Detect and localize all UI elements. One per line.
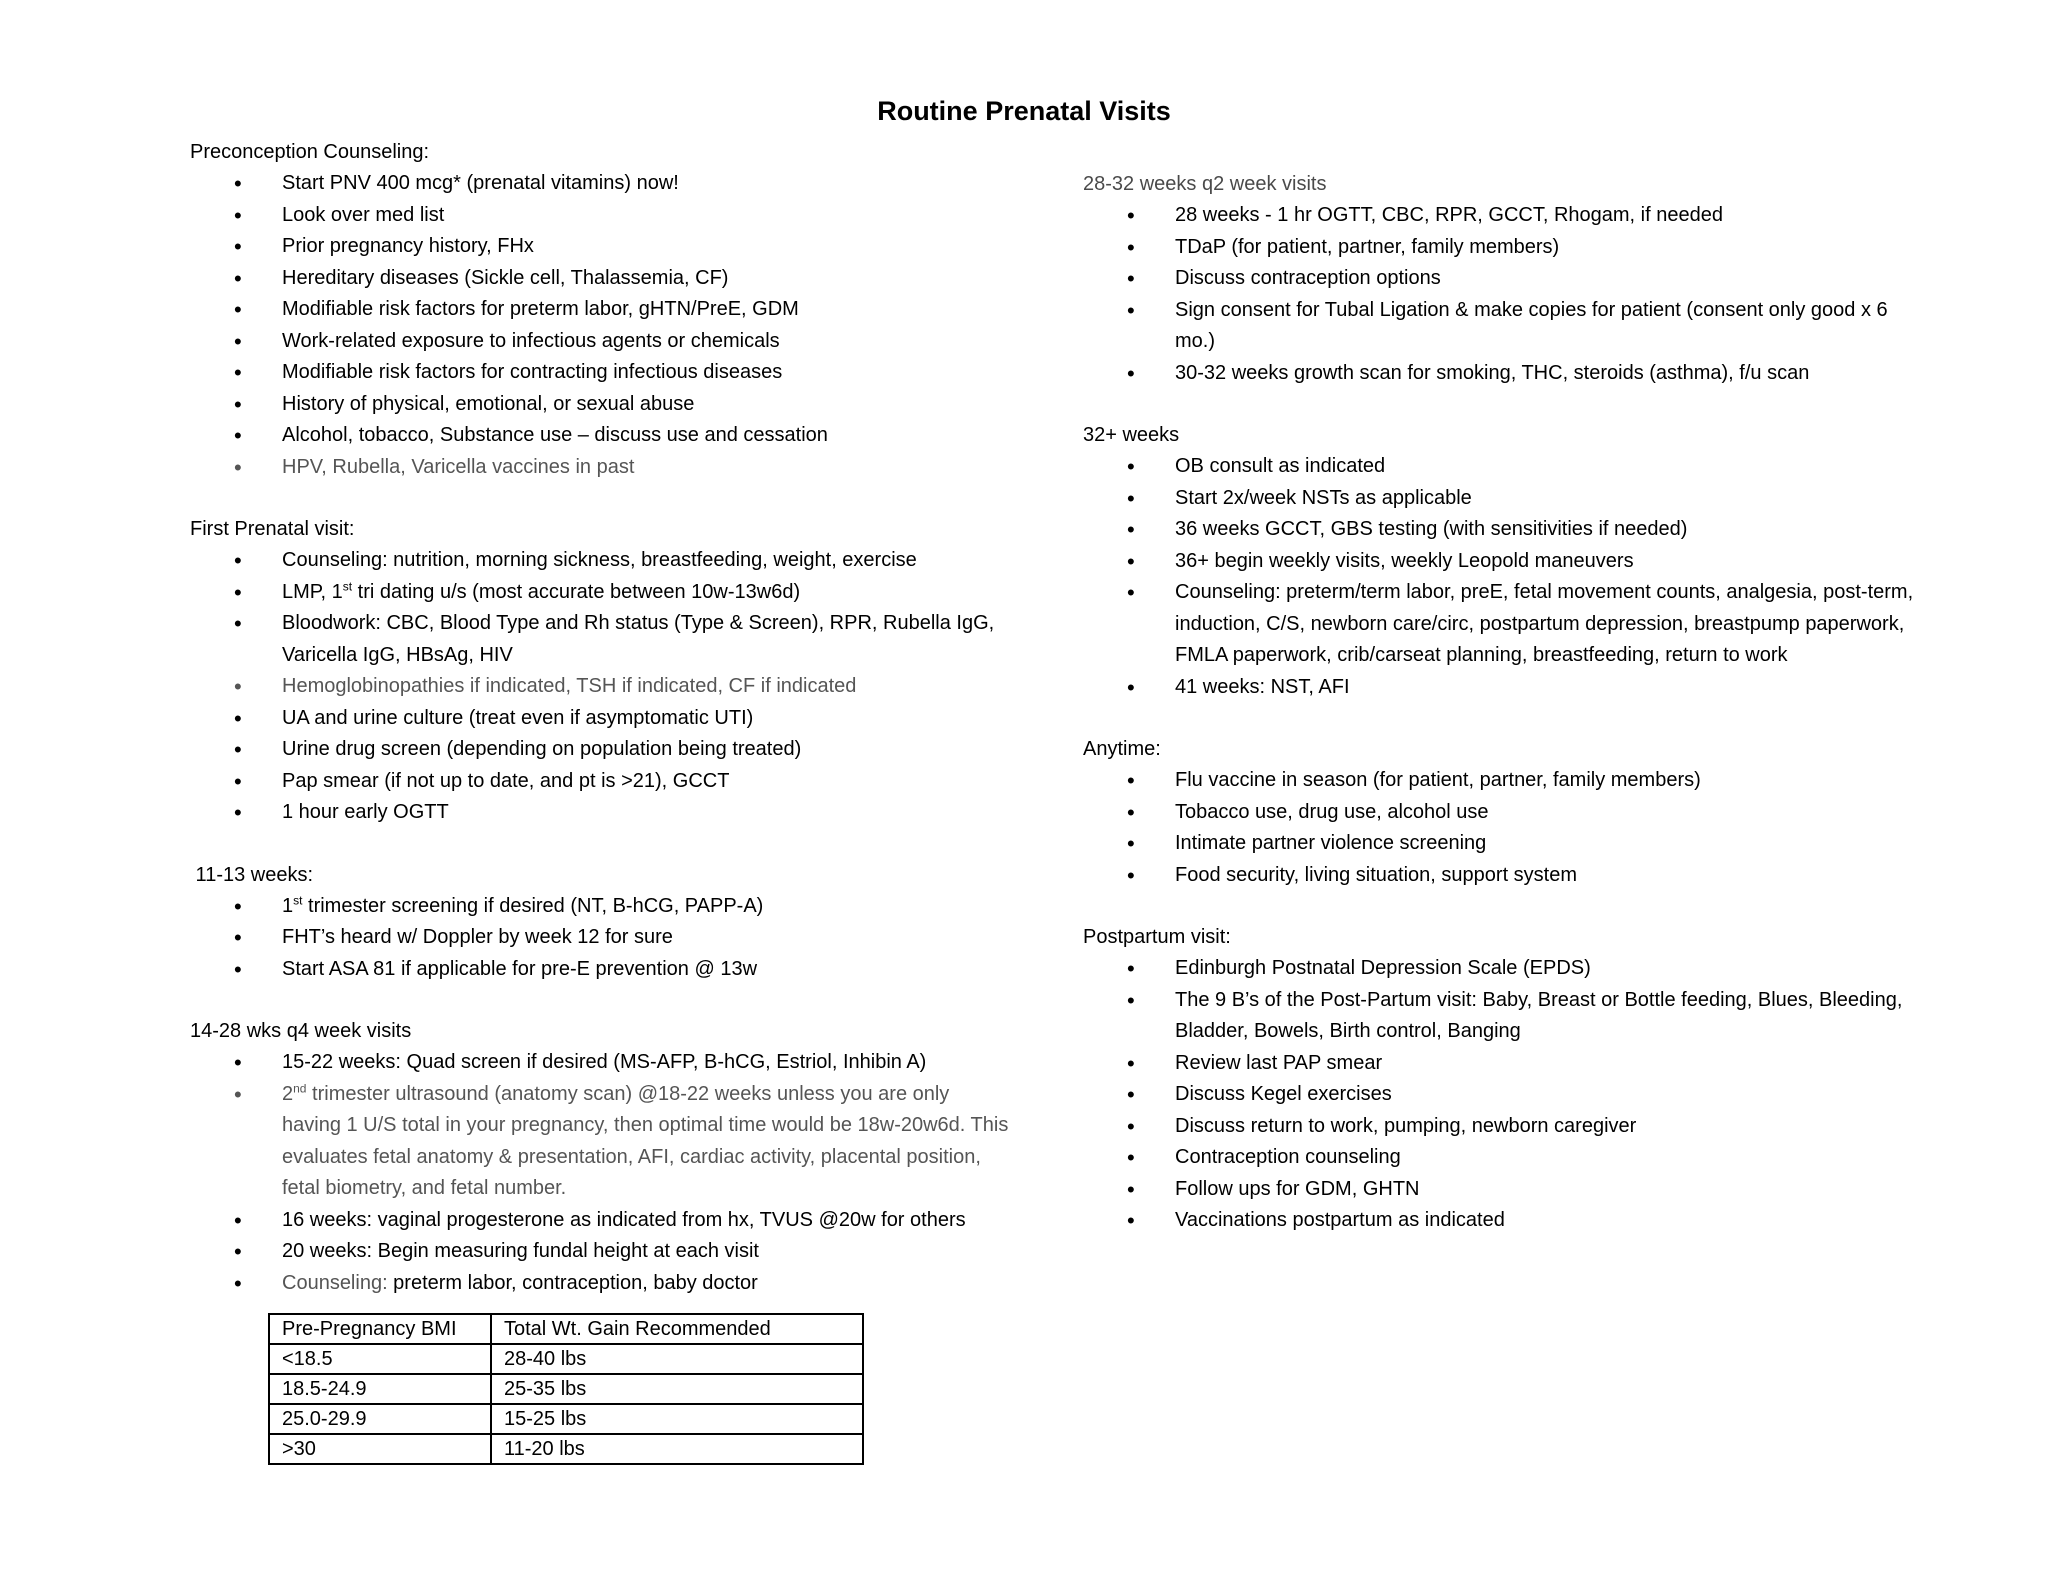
section-heading: Postpartum visit: xyxy=(1083,926,1231,948)
table-cell: 25-35 lbs xyxy=(491,1374,863,1404)
list-item: • Contraception counseling xyxy=(1083,1142,1923,1174)
list-item xyxy=(190,1079,1010,1205)
list-item: • 1 hour early OGTT xyxy=(190,797,1010,829)
list-item: • 36+ begin weekly visits, weekly Leopold maneuvers xyxy=(1083,546,1923,578)
item-text: LMP, 1 xyxy=(282,580,343,603)
list-item: • HPV, Rubella, Varicella vaccines in past xyxy=(190,452,1010,484)
list-item xyxy=(190,891,1010,923)
table-cell: <18.5 xyxy=(269,1344,491,1374)
list-item: • OB consult as indicated xyxy=(1083,451,1923,483)
list-item: • 28 weeks - 1 hr OGTT, CBC, RPR, GCCT, Rhogam, if needed xyxy=(1083,200,1923,232)
table-row xyxy=(269,1434,863,1464)
page-title: Routine Prenatal Visits xyxy=(877,96,1171,126)
list-item: • History of physical, emotional, or sexual abuse xyxy=(190,389,1010,421)
item-text: tri dating u/s (most accurate between 10w-13w6d) xyxy=(352,580,801,603)
superscript: nd xyxy=(293,1080,307,1095)
list-item: • Tobacco use, drug use, alcohol use xyxy=(1083,797,1923,829)
table-header-cell: Total Wt. Gain Recommended xyxy=(491,1314,863,1344)
list-item: • Counseling: preterm/term labor, preE, fetal movement counts, analgesia, post-term, induction, C/S, newborn care/circ, postpartum depression, breastpump paperwork, FMLA paperwork, crib/carseat planning, breastfeeding, return to work xyxy=(1083,577,1923,672)
list-item: • 30-32 weeks growth scan for smoking, THC, steroids (asthma), f/u scan xyxy=(1083,358,1923,390)
weeks-32-plus-list xyxy=(1083,451,1923,703)
section-heading: 11-13 weeks: xyxy=(190,863,314,886)
anytime-section xyxy=(1083,733,1923,891)
table-header-cell: Pre-Pregnancy BMI xyxy=(269,1314,491,1344)
table-cell: >30 xyxy=(269,1434,491,1464)
table-cell: 15-25 lbs xyxy=(491,1404,863,1434)
table-cell: 11-20 lbs xyxy=(491,1434,863,1464)
list-item: • Intimate partner violence screening xyxy=(1083,828,1923,860)
weeks-28-32-list xyxy=(1083,200,1923,389)
left-column xyxy=(190,136,1010,1495)
list-item: • Bloodwork: CBC, Blood Type and Rh status (Type & Screen), RPR, Rubella IgG, Varicella IgG, HBsAg, HIV xyxy=(190,608,1010,671)
first-visit-section xyxy=(190,513,1010,829)
list-item: • Modifiable risk factors for contracting infectious diseases xyxy=(190,357,1010,389)
postpartum-section xyxy=(1083,921,1923,1237)
table-header-row xyxy=(269,1314,863,1344)
table-row xyxy=(269,1404,863,1434)
list-item: • Hemoglobinopathies if indicated, TSH if indicated, CF if indicated xyxy=(190,671,1010,703)
list-item: • Sign consent for Tubal Ligation & make copies for patient (consent only good x 6 mo.) xyxy=(1083,295,1923,358)
list-item: • TDaP (for patient, partner, family members) xyxy=(1083,232,1923,264)
table-cell: 18.5-24.9 xyxy=(269,1374,491,1404)
item-text: preterm labor, contraception, baby doctor xyxy=(387,1271,758,1294)
item-text: 2 xyxy=(282,1082,294,1105)
list-item: • Food security, living situation, support system xyxy=(1083,860,1923,892)
right-column xyxy=(1083,168,1923,1267)
section-heading: First Prenatal visit: xyxy=(190,518,355,540)
list-item: • 16 weeks: vaginal progesterone as indicated from hx, TVUS @20w for others xyxy=(190,1205,1010,1237)
list-item: • Start 2x/week NSTs as applicable xyxy=(1083,483,1923,515)
superscript: st xyxy=(342,578,353,593)
list-item: • FHT’s heard w/ Doppler by week 12 for sure xyxy=(190,922,1010,954)
first-visit-list xyxy=(190,545,1010,829)
table-row xyxy=(269,1374,863,1404)
section-heading: Preconception Counseling: xyxy=(190,141,430,163)
table-row xyxy=(269,1344,863,1374)
list-item: • 20 weeks: Begin measuring fundal height at each visit xyxy=(190,1236,1010,1268)
preconception-list xyxy=(190,168,1010,483)
list-item xyxy=(190,1268,1010,1300)
list-item: • Alcohol, tobacco, Substance use – discuss use and cessation xyxy=(190,420,1010,452)
bmi-table xyxy=(268,1313,864,1465)
preconception-section xyxy=(190,136,1010,483)
list-item: • Flu vaccine in season (for patient, partner, family members) xyxy=(1083,765,1923,797)
list-item: • UA and urine culture (treat even if asymptomatic UTI) xyxy=(190,703,1010,735)
superscript: st xyxy=(293,892,303,907)
section-heading: 32+ weeks xyxy=(1083,424,1180,446)
list-item: • Look over med list xyxy=(190,200,1010,232)
list-item: • Start ASA 81 if applicable for pre-E prevention @ 13w xyxy=(190,954,1010,986)
list-item: • Review last PAP smear xyxy=(1083,1048,1923,1080)
section-heading: 14-28 wks q4 week visits xyxy=(190,1020,412,1042)
list-item: • Pap smear (if not up to date, and pt is >21), GCCT xyxy=(190,766,1010,798)
item-text: Counseling: xyxy=(282,1271,388,1294)
list-item: • Discuss Kegel exercises xyxy=(1083,1079,1923,1111)
list-item: • Prior pregnancy history, FHx xyxy=(190,231,1010,263)
list-item: • Discuss contraception options xyxy=(1083,263,1923,295)
list-item: • The 9 B’s of the Post-Partum visit: Baby, Breast or Bottle feeding, Blues, Bleeding, Bladder, Bowels, Birth control, Banging xyxy=(1083,985,1923,1048)
weeks-11-13-section xyxy=(190,859,1010,986)
list-item: • Work-related exposure to infectious agents or chemicals xyxy=(190,326,1010,358)
list-item: • Start PNV 400 mcg* (prenatal vitamins) now! xyxy=(190,168,1010,200)
weeks-28-32-section xyxy=(1083,168,1923,389)
section-heading: 28-32 weeks q2 week visits xyxy=(1083,173,1327,195)
list-item: • 36 weeks GCCT, GBS testing (with sensitivities if needed) xyxy=(1083,514,1923,546)
item-text: trimester ultrasound (anatomy scan) @18-22 weeks unless you are only having 1 U/S total in your pregnancy, then optimal time would be 18w-20w6d. This evaluates fetal anatomy & presentation, AFI, cardiac activity, placental position, fetal biometry, and fetal number. xyxy=(282,1082,1009,1199)
weeks-32-plus-section xyxy=(1083,419,1923,703)
item-text: 1 xyxy=(282,894,294,917)
anytime-list xyxy=(1083,765,1923,891)
list-item: • Hereditary diseases (Sickle cell, Thalassemia, CF) xyxy=(190,263,1010,295)
list-item: • Edinburgh Postnatal Depression Scale (EPDS) xyxy=(1083,953,1923,985)
postpartum-list xyxy=(1083,953,1923,1237)
list-item: • 41 weeks: NST, AFI xyxy=(1083,672,1923,704)
table-cell: 25.0-29.9 xyxy=(269,1404,491,1434)
list-item: • Modifiable risk factors for preterm labor, gHTN/PreE, GDM xyxy=(190,294,1010,326)
list-item xyxy=(190,577,1010,609)
weeks-14-28-list xyxy=(190,1047,1010,1299)
list-item: • Counseling: nutrition, morning sickness, breastfeeding, weight, exercise xyxy=(190,545,1010,577)
weeks-14-28-section xyxy=(190,1015,1010,1465)
list-item: • Urine drug screen (depending on population being treated) xyxy=(190,734,1010,766)
weeks-11-13-list xyxy=(190,891,1010,986)
item-text: trimester screening if desired (NT, B-hCG, PAPP-A) xyxy=(302,894,764,917)
section-heading: Anytime: xyxy=(1083,738,1161,760)
list-item: • Discuss return to work, pumping, newborn caregiver xyxy=(1083,1111,1923,1143)
list-item: • Follow ups for GDM, GHTN xyxy=(1083,1174,1923,1206)
list-item: • Vaccinations postpartum as indicated xyxy=(1083,1205,1923,1237)
table-cell: 28-40 lbs xyxy=(491,1344,863,1374)
list-item: • 15-22 weeks: Quad screen if desired (MS-AFP, B-hCG, Estriol, Inhibin A) xyxy=(190,1047,1010,1079)
